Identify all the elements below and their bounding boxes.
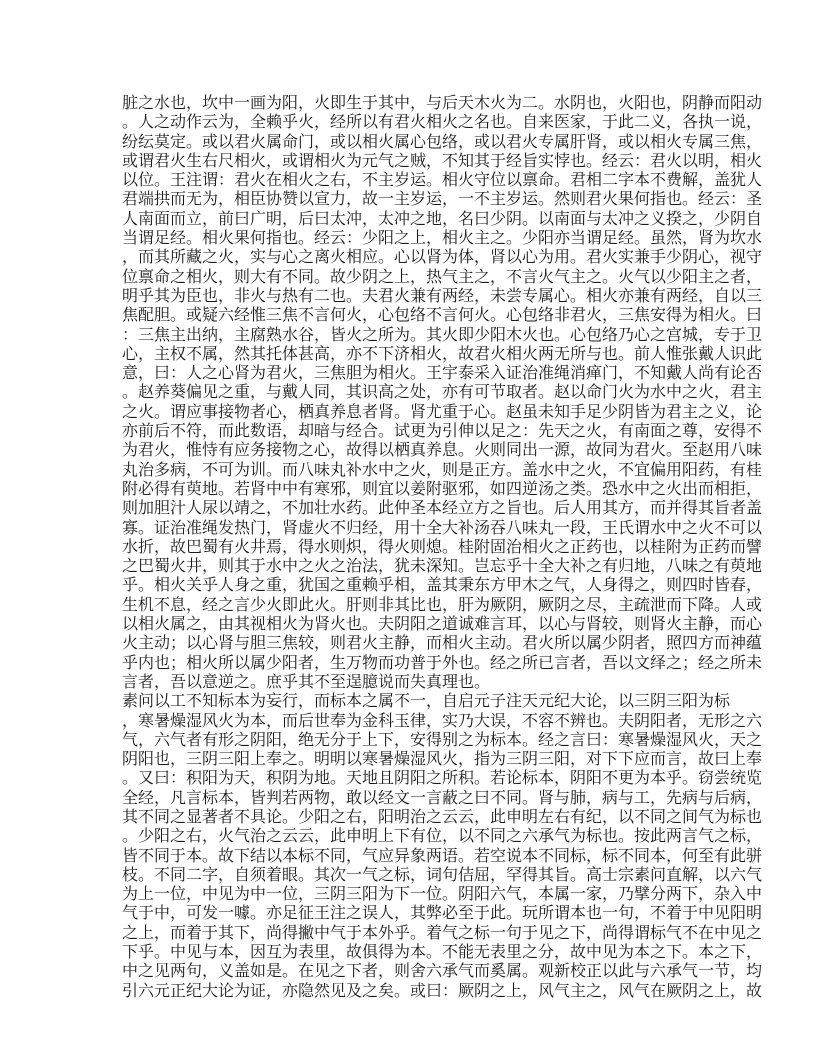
text-line: 附必得有萸地。若肾中中有寒邪，则宜以姜附驱邪，如四逆汤之类。恐水中之火出而相拒， [122, 478, 763, 498]
text-line: 皆不同于本。故下结以本标不同，气应异象两语。若空说本不同标，标不同本，何至有此骈 [122, 845, 763, 865]
text-line: 。赵养葵偏见之重，与戴人同，其识高之处，亦有可节取者。赵以命门火为水中之火，君主 [122, 382, 763, 402]
text-line: 枝。不同二字，自须着眼。其次一气之标，词句佶屈，罕得其旨。高士宗素问直解，以六气 [122, 864, 763, 884]
text-line: 意，曰：人之心肾为君火，三焦胆为相火。王宇泰采入证治准绳消瘅门，不知戴人尚有论否 [122, 363, 763, 383]
text-line: 之上，而着于其下，尚得撇中气于本外乎。着气之标一句于见之下，尚得谓标气不在中见之 [122, 922, 763, 942]
text-line: 君端拱而无为，相臣协赞以宣力，故一主岁运，一不主岁运。然则君火果何指也。经云：圣 [122, 189, 763, 209]
text-line: 乎内也；相火所以属少阳者，生万物而功普于外也。经之所已言者，吾以文绎之；经之所未 [122, 652, 763, 672]
text-line: 丸治多病，不可为训。而八味丸补水中之火，则是正方。盖水中之火，不宜偏用阳药，有桂 [122, 459, 763, 479]
text-line: ，寒暑燥湿风火为本，而后世奉为金科玉律，实乃大误，不容不辨也。夫阴阳者，无形之六 [122, 710, 763, 730]
text-line: 为君火，惟恃有应务接物之心，故得以栖真养息。火则同出一源，故同为君火。至赵用八味 [122, 440, 763, 460]
text-line: 。人之动作云为，全赖乎火，经所以有君火相火之名也。自来医家，于此二义，各执一说， [122, 112, 763, 132]
text-line: 或谓君火生右尺相火，或谓相火为元气之贼，不知其于经旨实悖也。经云：君火以明，相火 [122, 150, 763, 170]
text-line: 全经，凡言标本，皆判若两物，敢以经文一言蔽之曰不同。肾与肺，病与工，先病与后病， [122, 787, 763, 807]
text-line: 。又曰：积阳为天，积阴为地。天地且阴阳之所积。若论标本，阴阳不更为本乎。窃尝统览 [122, 768, 763, 788]
text-line: 。少阳之右，火气治之云云，此申明上下有位，以不同之六承气为标也。按此两言气之标， [122, 826, 763, 846]
text-line: 其不同之显著者不具论。少阳之右，阳明治之云云，此申明左右有纪，以不同之间气为标也 [122, 806, 763, 826]
text-line: 水折，故巴蜀有火井焉，得水则炽，得火则熄。桂附固治相火之正药也，以桂附为正药而譬 [122, 536, 763, 556]
text-line: 寡。证治准绳发热门，肾虚火不归经，用十全大补汤吞八味丸一段，王氏谓水中之火不可以 [122, 517, 763, 537]
text-line: 火主动；以心肾与胆三焦较，则君火主静，而相火主动。君火所以属少阴者，照四方而神蕴 [122, 633, 763, 653]
text-line: 以位。王注谓：君火在相火之右，不主岁运。相火守位以禀命。君相二字本不费解，盖犹人 [122, 170, 763, 190]
text-line: 言者，吾以意逆之。庶乎其不至逞臆说而失真理也。 [122, 671, 491, 691]
text-line: 当谓足经。相火果何指也。经云：少阳之上，相火主之。少阳亦当谓足经。虽然，肾为坎水 [122, 228, 763, 248]
text-line: 则加胆汁人尿以靖之，不加壮水药。此仲圣本经立方之旨也。后人用其方，而并得其旨者盖 [122, 498, 763, 518]
text-line: 明乎其为臣也，非火与热有二也。夫君火兼有两经，未尝专属心。相火亦兼有两经，自以三 [122, 285, 763, 305]
document-body [122, 93, 763, 1000]
text-line: 为上一位，中见为中一位，三阴三阳为下一位。阴阳六气，本属一家，乃擘分两下，杂入中 [122, 884, 763, 904]
text-line: 中之见两句，义盖如是。在见之下者，则舍六承气而奚属。观新校正以此与六承气一节，均 [122, 961, 763, 981]
text-line: 素问以工不知标本为妄行，而标本之属不一，自启元子注天元纪大论，以三阴三阳为标 [122, 691, 731, 711]
text-line: 之火。谓应事接物者心，栖真养息者肾。肾尤重于心。赵虽未知手足少阴皆为君主之义，论 [122, 401, 763, 421]
text-line: 焦配胆。或疑六经惟三焦不言何火，心包络不言何火。心包络非君火，三焦安得为相火。曰 [122, 305, 763, 325]
text-line: 亦前后不符，而此数语，却暗与经合。试更为引伸以足之：先天之火，有南面之尊，安得不 [122, 421, 763, 441]
text-line: ：三焦主出纳，主腐熟水谷，皆火之所为。其火即少阳木火也。心包络乃心之宫城，专于卫 [122, 324, 763, 344]
text-line: ，而其所藏之火，实与心之离火相应。心以肾为体，肾以心为用。君火实兼手少阴心，视守 [122, 247, 763, 267]
text-line: 引六元正纪大论为证，亦隐然见及之矣。或曰：厥阴之上，风气主之，风气在厥阴之上，故 [122, 980, 763, 1000]
text-line: 脏之水也，坎中一画为阳，火即生于其中，与后天木火为二。水阴也，火阳也，阴静而阳动 [122, 93, 763, 112]
text-line: 纷纭莫定。或以君火属命门，或以相火属心包络，或以君火专属肝肾，或以相火专属三焦， [122, 131, 763, 151]
text-line: 气于中，可发一噱。亦足征王注之误人，其弊必至于此。玩所谓本也一句，不着于中见阳明 [122, 903, 763, 923]
text-line: 人南面而立，前曰广明，后曰太冲，太冲之地，名曰少阴。以南面与太冲之义揆之，少阴自 [122, 208, 763, 228]
text-line: 生机不息，经之言少火即此火。肝则非其比也，肝为厥阴，厥阴之尽，主疏泄而下降。人或 [122, 594, 763, 614]
text-line: 气，六气者有形之阴阳，绝无分于上下，安得别之为标本。经之言曰：寒暑燥湿风火，天之 [122, 729, 763, 749]
text-line: 阴阳也，三阴三阳上奉之。明明以寒暑燥湿风火，指为三阴三阳，对下下应而言，故曰上奉 [122, 749, 763, 769]
text-line: 心，主权不属，然其托体甚高，亦不下济相火，故君火相火两无所与也。前人惟张戴人识此 [122, 343, 763, 363]
text-line: 位禀命之相火，则大有不同。故少阴之上，热气主之，不言火气主之。火气以少阳主之者， [122, 266, 763, 286]
text-line: 下乎。中见与本，因互为表里，故俱得为本。不能无表里之分，故中见为本之下。本之下， [122, 942, 763, 962]
text-line: 以相火属之，由其视相火为肾火也。夫阴阳之道诚难言耳，以心与肾较，则肾火主静，而心 [122, 614, 763, 634]
text-line: 乎。相火关乎人身之重，犹国之重赖乎相，盖其秉东方甲木之气，人身得之，则四时皆春， [122, 575, 763, 595]
text-line: 之巴蜀火井，则其于水中之火之治法，犹未深知。岂忘乎十全大补之有归地，八味之有萸地 [122, 556, 763, 576]
